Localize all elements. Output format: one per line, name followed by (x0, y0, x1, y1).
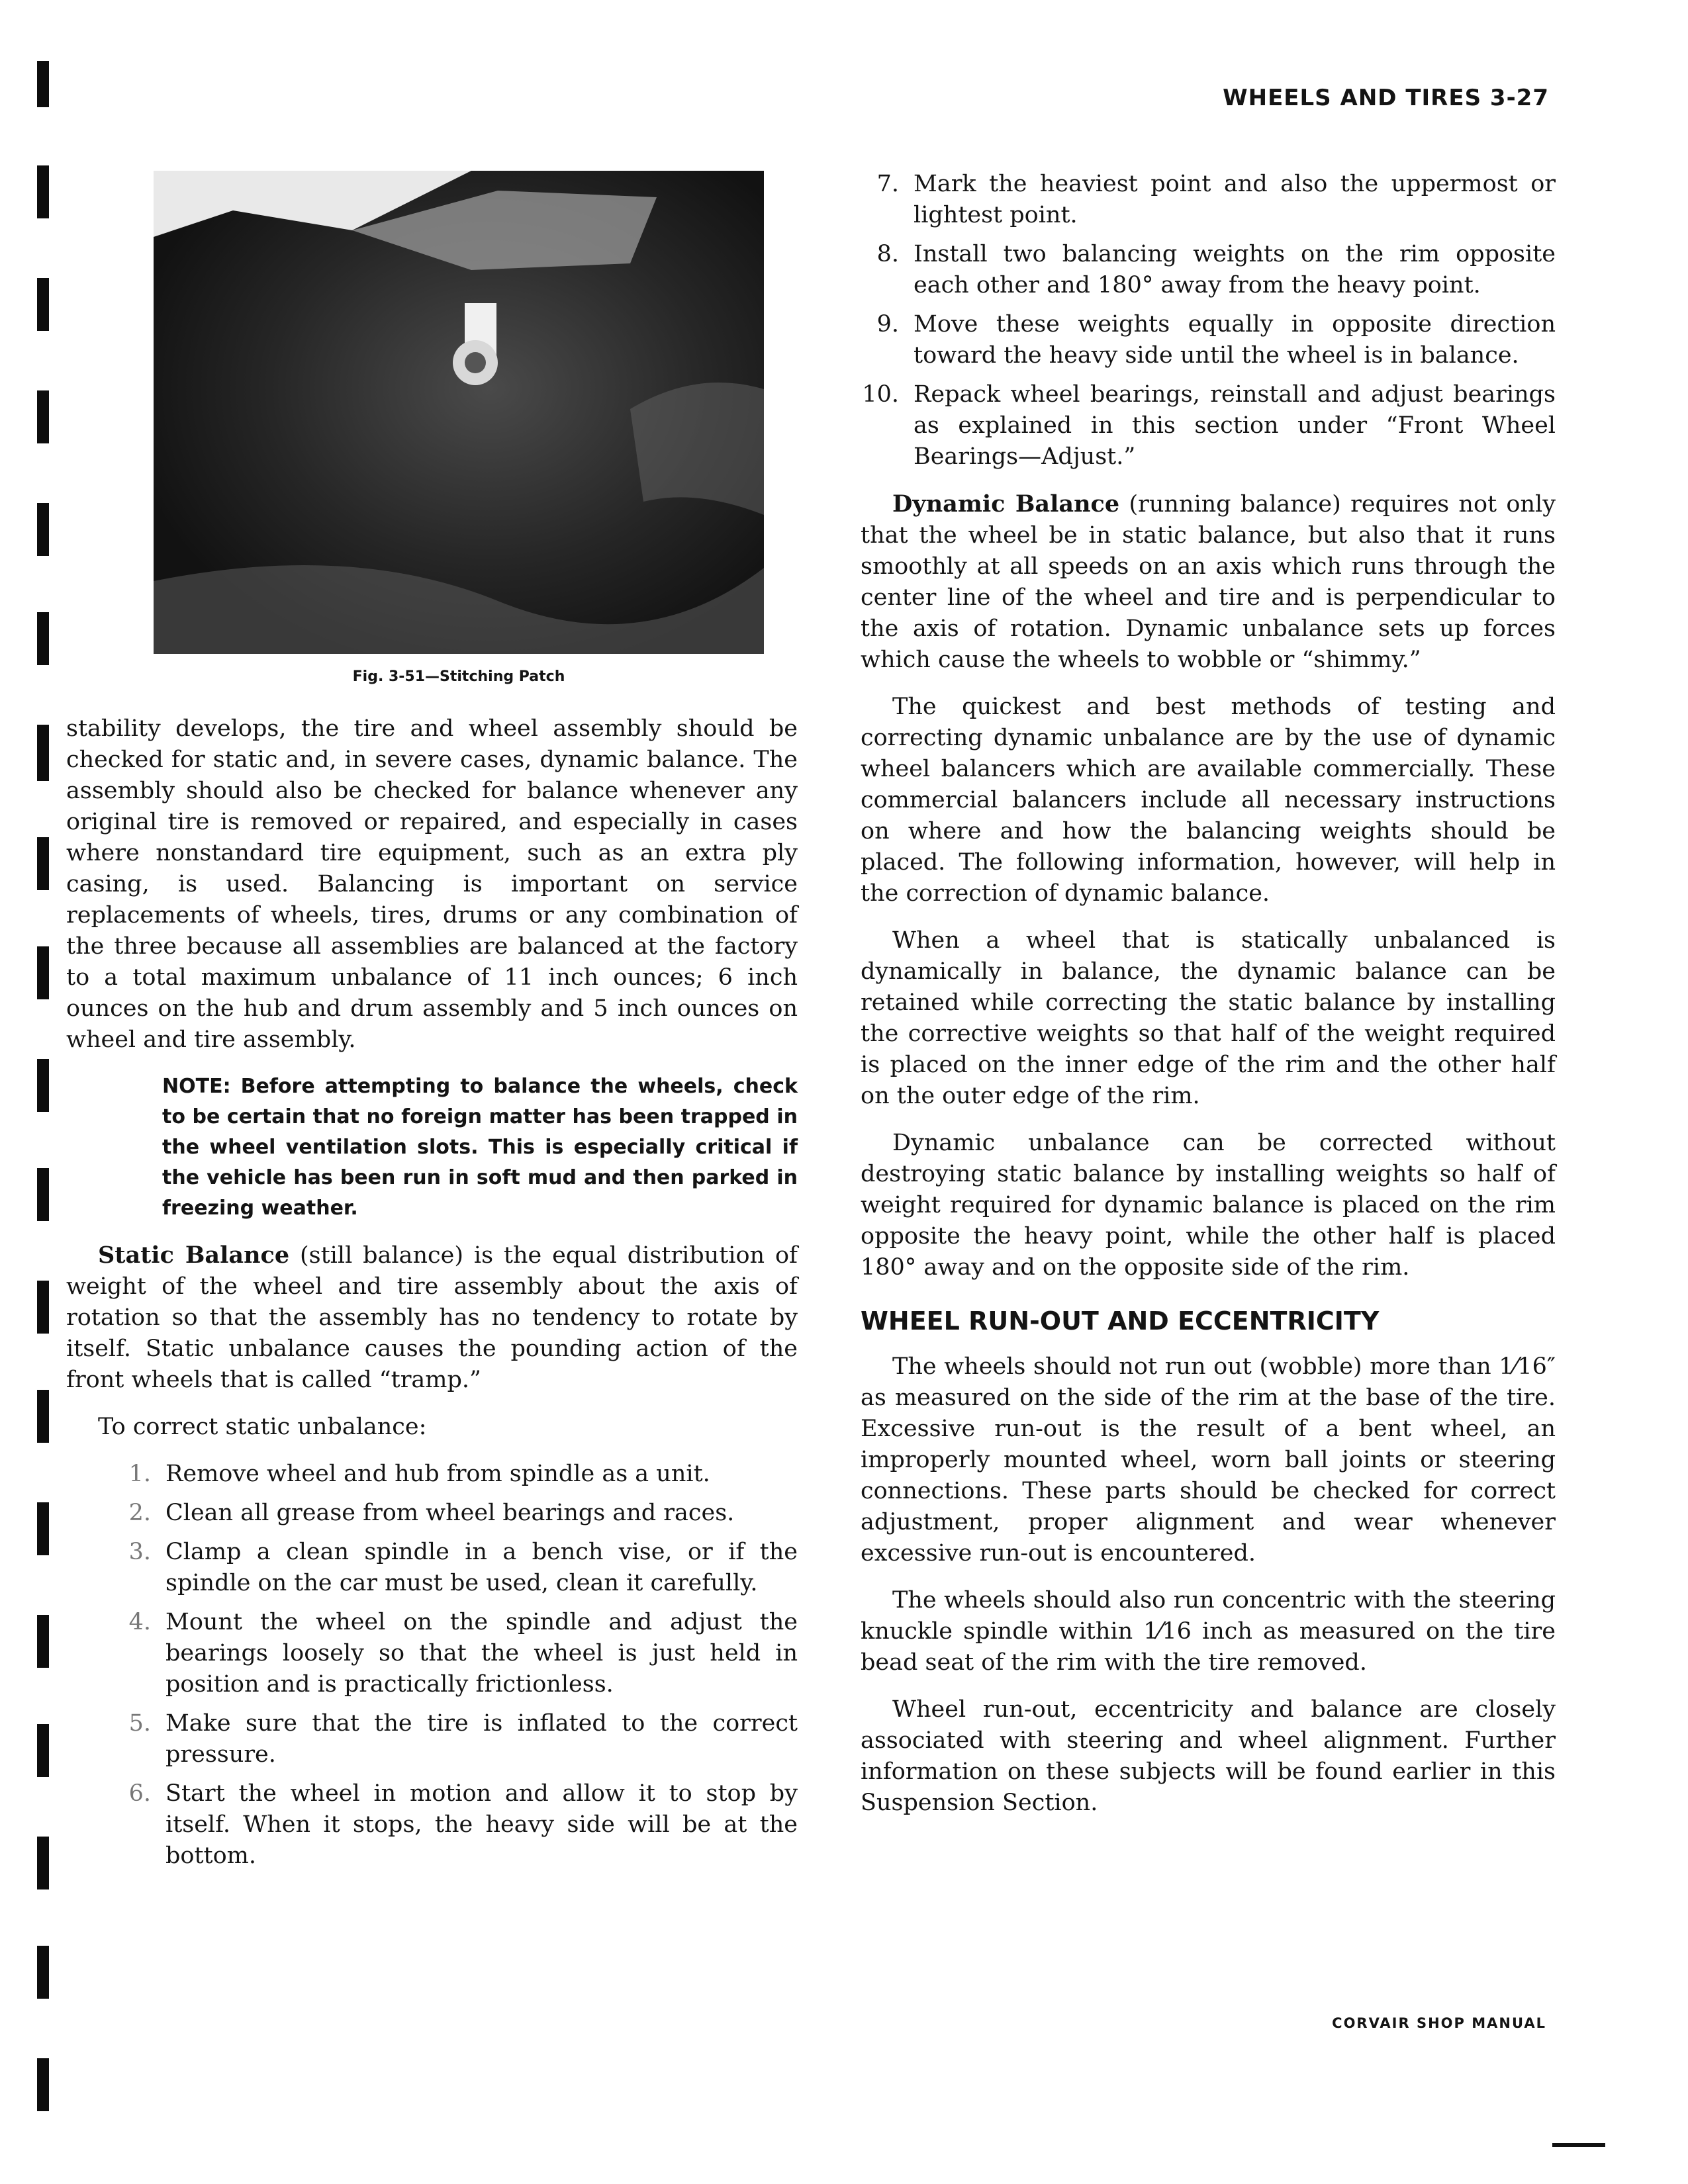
step-number: 8. (876, 241, 899, 267)
dynamic-balance-paragraph (861, 488, 1556, 676)
step-text: Mark the heaviest point and also the uppermost or lightest point. (914, 171, 1556, 228)
list-item (66, 1498, 798, 1529)
step-text: Repack wheel bearings, reinstall and adjust bearings as explained in this section under “Front Wheel Bearings—Adjust.” (914, 381, 1556, 470)
step-text: Start the wheel in motion and allow it to stop by itself. When it stops, the heavy side will be at the bottom. (165, 1780, 798, 1869)
step-number: 2. (128, 1500, 151, 1526)
step-text: Make sure that the tire is inflated to the correct pressure. (165, 1710, 798, 1768)
dynamic-unbalance-paragraph: Dynamic unbalance can be corrected without destroying static balance by installing weights so half of weight required for dynamic balance is placed on the rim opposite the heavy point, while the other half is placed 180° away and on the opposite side of the rim. (861, 1130, 1556, 1281)
step-text: Install two balancing weights on the rim opposite each other and 180° away from the heavy point. (914, 241, 1556, 298)
step-number: 1. (128, 1461, 151, 1487)
list-item (861, 169, 1556, 231)
list-item (861, 309, 1556, 371)
list-item (66, 1708, 798, 1770)
list-item (66, 1607, 798, 1700)
section-title: WHEEL RUN-OUT AND ECCENTRICITY (861, 1306, 1380, 1336)
step-number: 3. (128, 1539, 151, 1565)
step-text: Mount the wheel on the spindle and adjust the bearings loosely so that the wheel is just held in position and is practically frictionless. (165, 1609, 798, 1698)
step-text: Remove wheel and hub from spindle as a unit. (165, 1461, 710, 1487)
static-balance-text: (still balance) is the equal distribution of weight of the wheel and tire assembly about the axis of rotation so that the assembly has no tendency to rotate by itself. Static unbalance causes the pounding action of the front wheels that is called “tramp.” (66, 1242, 798, 1393)
step-number: 9. (876, 311, 899, 338)
step-text: Clean all grease from wheel bearings and races. (165, 1500, 735, 1526)
left-column (66, 713, 798, 1880)
run-out-paragraph: The wheels should not run out (wobble) more than 1⁄16″ as measured on the side of the rim at the base of the tire. Excessive run-out is the result of a bent wheel, an improperly mounted wheel, worn ball joints or steering connections. These parts should be checked for correct adjustment, proper alignment and wear whenever excessive run-out is encountered. (861, 1353, 1556, 1567)
quickest-methods-paragraph: The quickest and best methods of testing and correcting dynamic unbalance are by the use of dynamic wheel balancers which are available commercially. These commercial balancers include all necessary instructions on where and how the balancing weights should be placed. The following information, however, will help in the correction of dynamic balance. (861, 694, 1556, 907)
stitching-patch-photo (154, 171, 764, 654)
list-item (66, 1459, 798, 1490)
associated-paragraph: Wheel run-out, eccentricity and balance are closely associated with steering and wheel alignment. Further information on these subjects will be found earlier in this Suspension Section. (861, 1696, 1556, 1816)
list-item (861, 239, 1556, 301)
page-footer: CORVAIR SHOP MANUAL (1332, 2015, 1546, 2031)
binding-marks (37, 0, 57, 2184)
figure-caption: Fig. 3-51—Stitching Patch (352, 668, 565, 685)
dynamic-balance-term: Dynamic Balance (892, 490, 1120, 518)
step-number: 10. (862, 381, 899, 408)
static-balance-paragraph (66, 1240, 798, 1396)
concentric-paragraph: The wheels should also run concentric with the steering knuckle spindle within 1⁄16 inch as measured on the tire bead seat of the rim with the tire removed. (861, 1587, 1556, 1676)
corner-mark (1552, 2143, 1605, 2147)
right-column (861, 169, 1556, 1835)
static-balance-term: Static Balance (98, 1242, 290, 1269)
step-text: Clamp a clean spindle in a bench vise, or if the spindle on the car must be used, clean it carefully. (165, 1539, 798, 1596)
list-item (66, 1778, 798, 1872)
page-header: WHEELS AND TIRES 3-27 (1223, 85, 1549, 111)
intro-paragraph: stability develops, the tire and wheel assembly should be checked for static and, in severe cases, dynamic balance. The assembly should also be checked for balance whenever any original tire is removed or repaired, and especially in cases where nonstandard tire equipment, such as an extra ply casing, is used. Balancing is important on service replacements of wheels, tires, drums or any combination of the three because all assemblies are balanced at the factory to a total maximum unbalance of 11 inch ounces; 6 inch ounces on the hub and drum assembly and 5 inch ounces on wheel and tire assembly. (66, 715, 798, 1053)
static-unbalanced-paragraph: When a wheel that is statically unbalanced is dynamically in balance, the dynamic balance can be retained while correcting the static balance by installing the corrective weights so that half of the weight required is placed on the inner edge of the rim and the other half on the outer edge of the rim. (861, 927, 1556, 1109)
correct-static-intro: To correct static unbalance: (98, 1414, 427, 1440)
list-item (66, 1537, 798, 1599)
step-number: 5. (128, 1710, 151, 1737)
dynamic-balance-text: (running balance) requires not only that the wheel be in static balance, but also that it runs smoothly at all speeds on an axis which runs through the center line of the wheel and tire and is perpendicular to the axis of rotation. Dynamic unbalance sets up forces which cause the wheels to wobble or “shimmy.” (861, 491, 1556, 673)
note-block: NOTE: Before attempting to balance the wheels, check to be certain that no foreign matter has been trapped in the wheel ventilation slots. This is especially critical if the vehicle has been run in soft mud and then parked in freezing weather. (162, 1075, 798, 1220)
step-text: Move these weights equally in opposite direction toward the heavy side until the wheel is in balance. (914, 311, 1556, 369)
step-number: 7. (876, 171, 899, 197)
step-number: 6. (128, 1780, 151, 1807)
list-item (861, 379, 1556, 473)
step-number: 4. (128, 1609, 151, 1635)
